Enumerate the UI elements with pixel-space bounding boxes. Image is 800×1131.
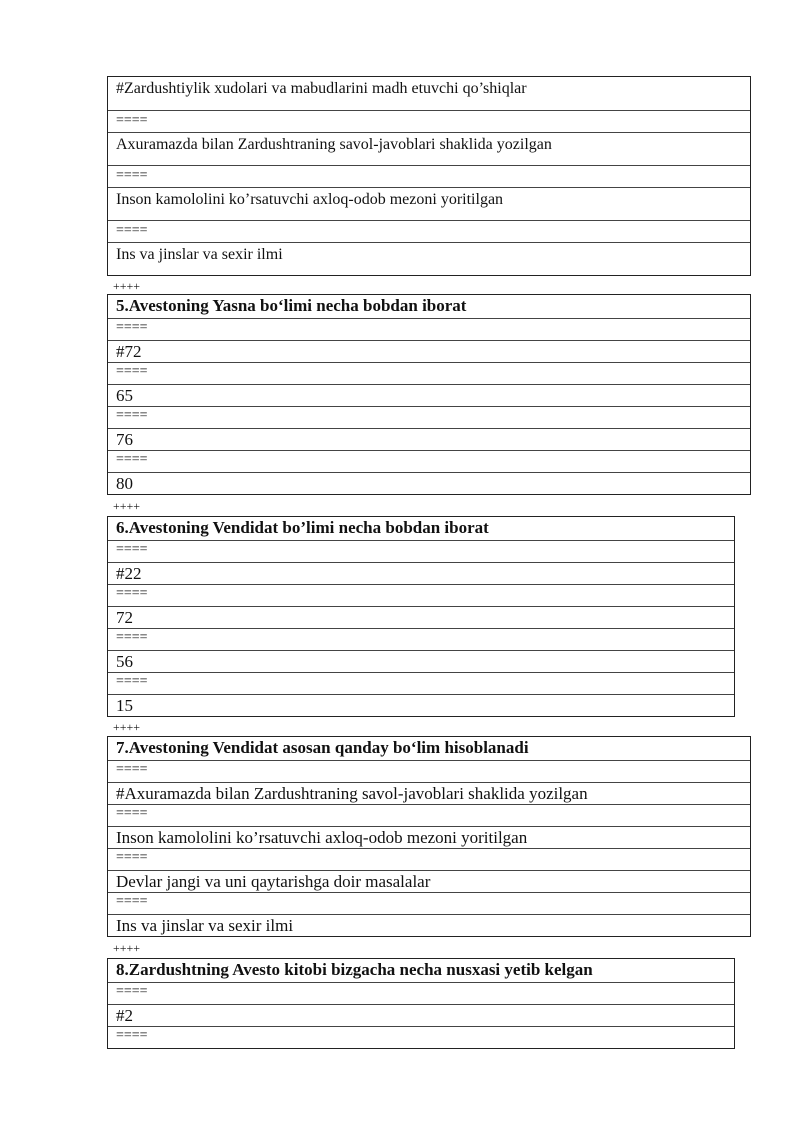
answer-option: 80 [108, 472, 750, 494]
answer-option: #72 [108, 340, 750, 362]
option-separator: ==== [108, 450, 750, 472]
answer-option: Ins va jinslar va sexir ilmi [108, 914, 750, 936]
question-separator: ++++ [113, 720, 141, 734]
answer-option: Ins va jinslar va sexir ilmi [108, 242, 750, 275]
option-separator: ==== [108, 760, 750, 782]
question-text: 7.Avestoning Vendidat asosan qanday bo‘lim hisoblanadi [116, 738, 529, 757]
question-separator: ++++ [113, 499, 141, 513]
question-text: 6.Avestoning Vendidat bo’limi necha bobdan iborat [116, 518, 489, 537]
answer-option: Axuramazda bilan Zardushtraning savol-javoblari shaklida yozilgan [108, 132, 750, 165]
option-separator: ==== [108, 220, 750, 242]
option-separator: ==== [108, 584, 734, 606]
option-separator: ==== [108, 406, 750, 428]
option-separator: ==== [108, 110, 750, 132]
option-separator: ==== [108, 804, 750, 826]
answer-option: 15 [108, 694, 734, 716]
answer-option: 56 [108, 650, 734, 672]
option-separator: ==== [108, 672, 734, 694]
answer-option: Inson kamololini ko’rsatuvchi axloq-odob mezoni yoritilgan [108, 826, 750, 848]
answer-option: #22 [108, 562, 734, 584]
option-separator: ==== [108, 628, 734, 650]
answer-option: 76 [108, 428, 750, 450]
answer-option: #Zardushtiylik xudolari va mabudlarini madh etuvchi qo’shiqlar [116, 80, 527, 97]
question-block-6 [107, 516, 735, 717]
option-separator: ==== [108, 165, 750, 187]
option-separator: ==== [108, 892, 750, 914]
answer-option: 65 [108, 384, 750, 406]
option-separator: ==== [108, 318, 750, 340]
question-text: 8.Zardushtning Avesto kitobi bizgacha necha nusxasi yetib kelgan [116, 960, 593, 979]
question-text: 5.Avestoning Yasna bo‘limi necha bobdan iborat [116, 296, 467, 315]
answer-option: Devlar jangi va uni qaytarishga doir masalalar [108, 870, 750, 892]
answer-block-1 [107, 76, 751, 276]
answer-option: 72 [108, 606, 734, 628]
option-separator: ==== [108, 1026, 734, 1048]
question-block-8 [107, 958, 735, 1049]
answer-option: Inson kamololini ko’rsatuvchi axloq-odob mezoni yoritilgan [108, 187, 750, 220]
question-block-7 [107, 736, 751, 937]
question-separator: ++++ [113, 279, 141, 293]
question-block-5 [107, 294, 751, 495]
option-separator: ==== [108, 362, 750, 384]
answer-option: #2 [108, 1004, 734, 1026]
option-separator: ==== [108, 848, 750, 870]
answer-option: #Axuramazda bilan Zardushtraning savol-javoblari shaklida yozilgan [108, 782, 750, 804]
option-separator: ==== [108, 540, 734, 562]
option-separator: ==== [108, 982, 734, 1004]
question-separator: ++++ [113, 941, 141, 955]
